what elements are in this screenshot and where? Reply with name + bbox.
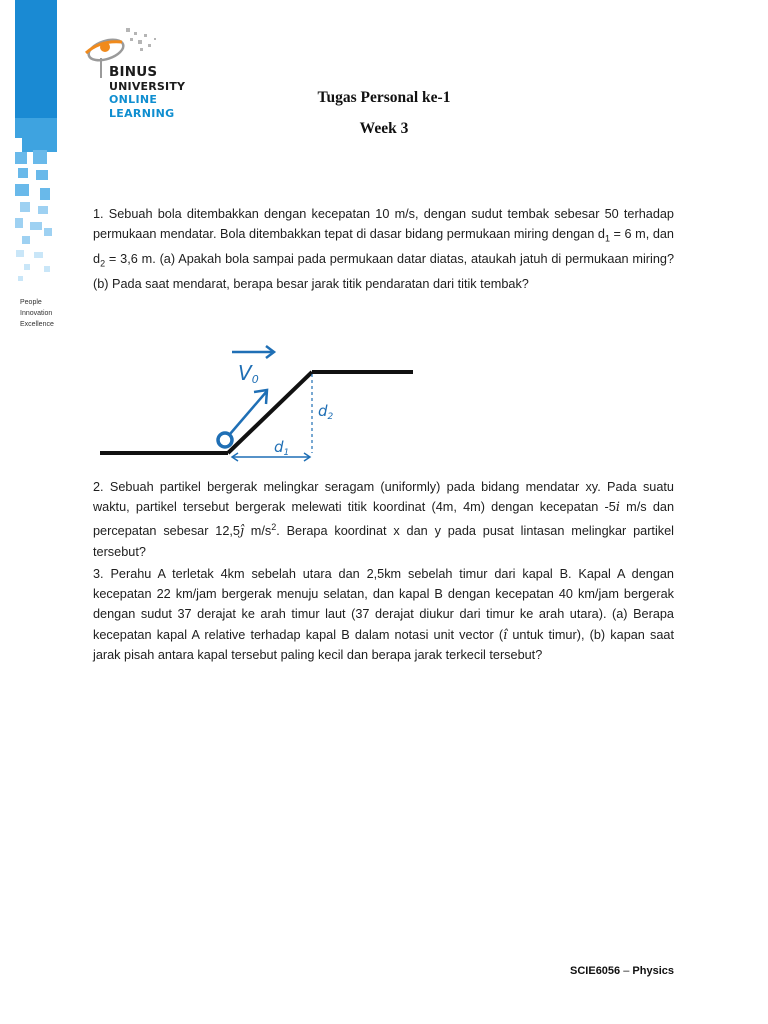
course-subject: Physics bbox=[632, 965, 674, 977]
incline-diagram bbox=[92, 330, 422, 470]
label-v0-sub: 0 bbox=[251, 373, 259, 386]
document-title: Tugas Personal ke-1 bbox=[317, 89, 451, 106]
ball-icon bbox=[218, 433, 232, 447]
label-d2-main: d bbox=[318, 402, 328, 420]
q3-vector-i: î bbox=[503, 626, 508, 642]
tagline-people: People bbox=[20, 299, 42, 306]
q2-text-4: . Berapa koordinat x dan y pada pusat lintasan melingkar partikel tersebut? bbox=[93, 524, 674, 559]
tagline-innovation: Innovation bbox=[20, 310, 53, 317]
q3-text-2: untuk timur), (b) kapan saat jarak pisah antara kapal tersebut paling kecil dan berapa jarak terkecil tersebut? bbox=[93, 627, 674, 662]
course-code: SCIE6056 bbox=[570, 965, 621, 977]
label-d1-sub: 1 bbox=[283, 448, 290, 458]
q2-text-2: m/s dan percepatan sebesar 12,5 bbox=[93, 500, 674, 539]
label-v0-main: V bbox=[238, 361, 252, 385]
sidebar-pattern bbox=[0, 0, 57, 288]
document-week: Week 3 bbox=[359, 120, 409, 137]
q3-text-1: 3. Perahu A terletak 4km sebelah utara dan 2,5km sebelah timur dari kapal B. Kapal A dengan kecepatan 22 km/jam bergerak menuju selatan, dan kapal B dengan kecepatan 40 km/jam bergerak dengan sudut 37 derajat ke arah timur laut (37 derajat diukur dari timur ke arah utara). (a) Berapa kecepatan kapal A relative terhadap kapal B dalam notasi unit vector ( bbox=[93, 567, 674, 642]
label-v0 bbox=[238, 361, 259, 386]
q2-sup: 2 bbox=[271, 522, 277, 533]
q2-vector-j: ĵ bbox=[240, 523, 244, 539]
question-1 bbox=[93, 204, 674, 294]
q2-text-3: m/s bbox=[243, 524, 272, 539]
logo-online: ONLINE bbox=[109, 93, 158, 106]
q2-vector-i: i bbox=[615, 499, 620, 515]
velocity-arrow bbox=[230, 346, 274, 434]
tagline bbox=[20, 297, 54, 330]
logo-learning: LEARNING bbox=[109, 106, 175, 120]
q2-text-1: 2. Sebuah partikel bergerak melingkar seragam (uniformly) pada bidang mendatar xy. Pada suatu waktu, partikel tersebut bergerak melewati titik koordinat (4m, 4m) dengan kecepatan -5 bbox=[93, 480, 674, 515]
tagline-excellence: Excellence bbox=[20, 321, 54, 328]
d1-arrow bbox=[232, 453, 310, 461]
label-d1 bbox=[274, 438, 289, 458]
q1-text-3: = 3,6 m. (a) Apakah bola sampai pada permukaan datar diatas, ataukah jatuh di permukaan miring? (b) Pada saat mendarat, berapa besar jarak titik pendaratan dari titik tembak? bbox=[93, 251, 674, 291]
footer-dash: – bbox=[620, 965, 633, 977]
label-d2 bbox=[318, 402, 334, 422]
logo-university: UNIVERSITY bbox=[109, 79, 186, 93]
page-footer bbox=[570, 965, 674, 977]
label-d2-sub: 2 bbox=[327, 412, 334, 422]
question-3 bbox=[93, 564, 674, 665]
question-2 bbox=[93, 477, 674, 562]
q1-text-1: 1. Sebuah bola ditembakkan dengan kecepatan 10 m/s, dengan sudut tembak sebesar 50 terhadap permukaan mendatar. Bola ditembakkan tepat di dasar bidang permukaan miring dengan d bbox=[93, 207, 674, 242]
logo-binus: BINUS bbox=[109, 64, 158, 80]
q1-text-2: = 6 m, dan d bbox=[93, 227, 674, 266]
q1-sub-1: 1 bbox=[604, 233, 610, 244]
label-d1-main: d bbox=[274, 438, 284, 456]
q1-sub-2: 2 bbox=[100, 258, 106, 269]
